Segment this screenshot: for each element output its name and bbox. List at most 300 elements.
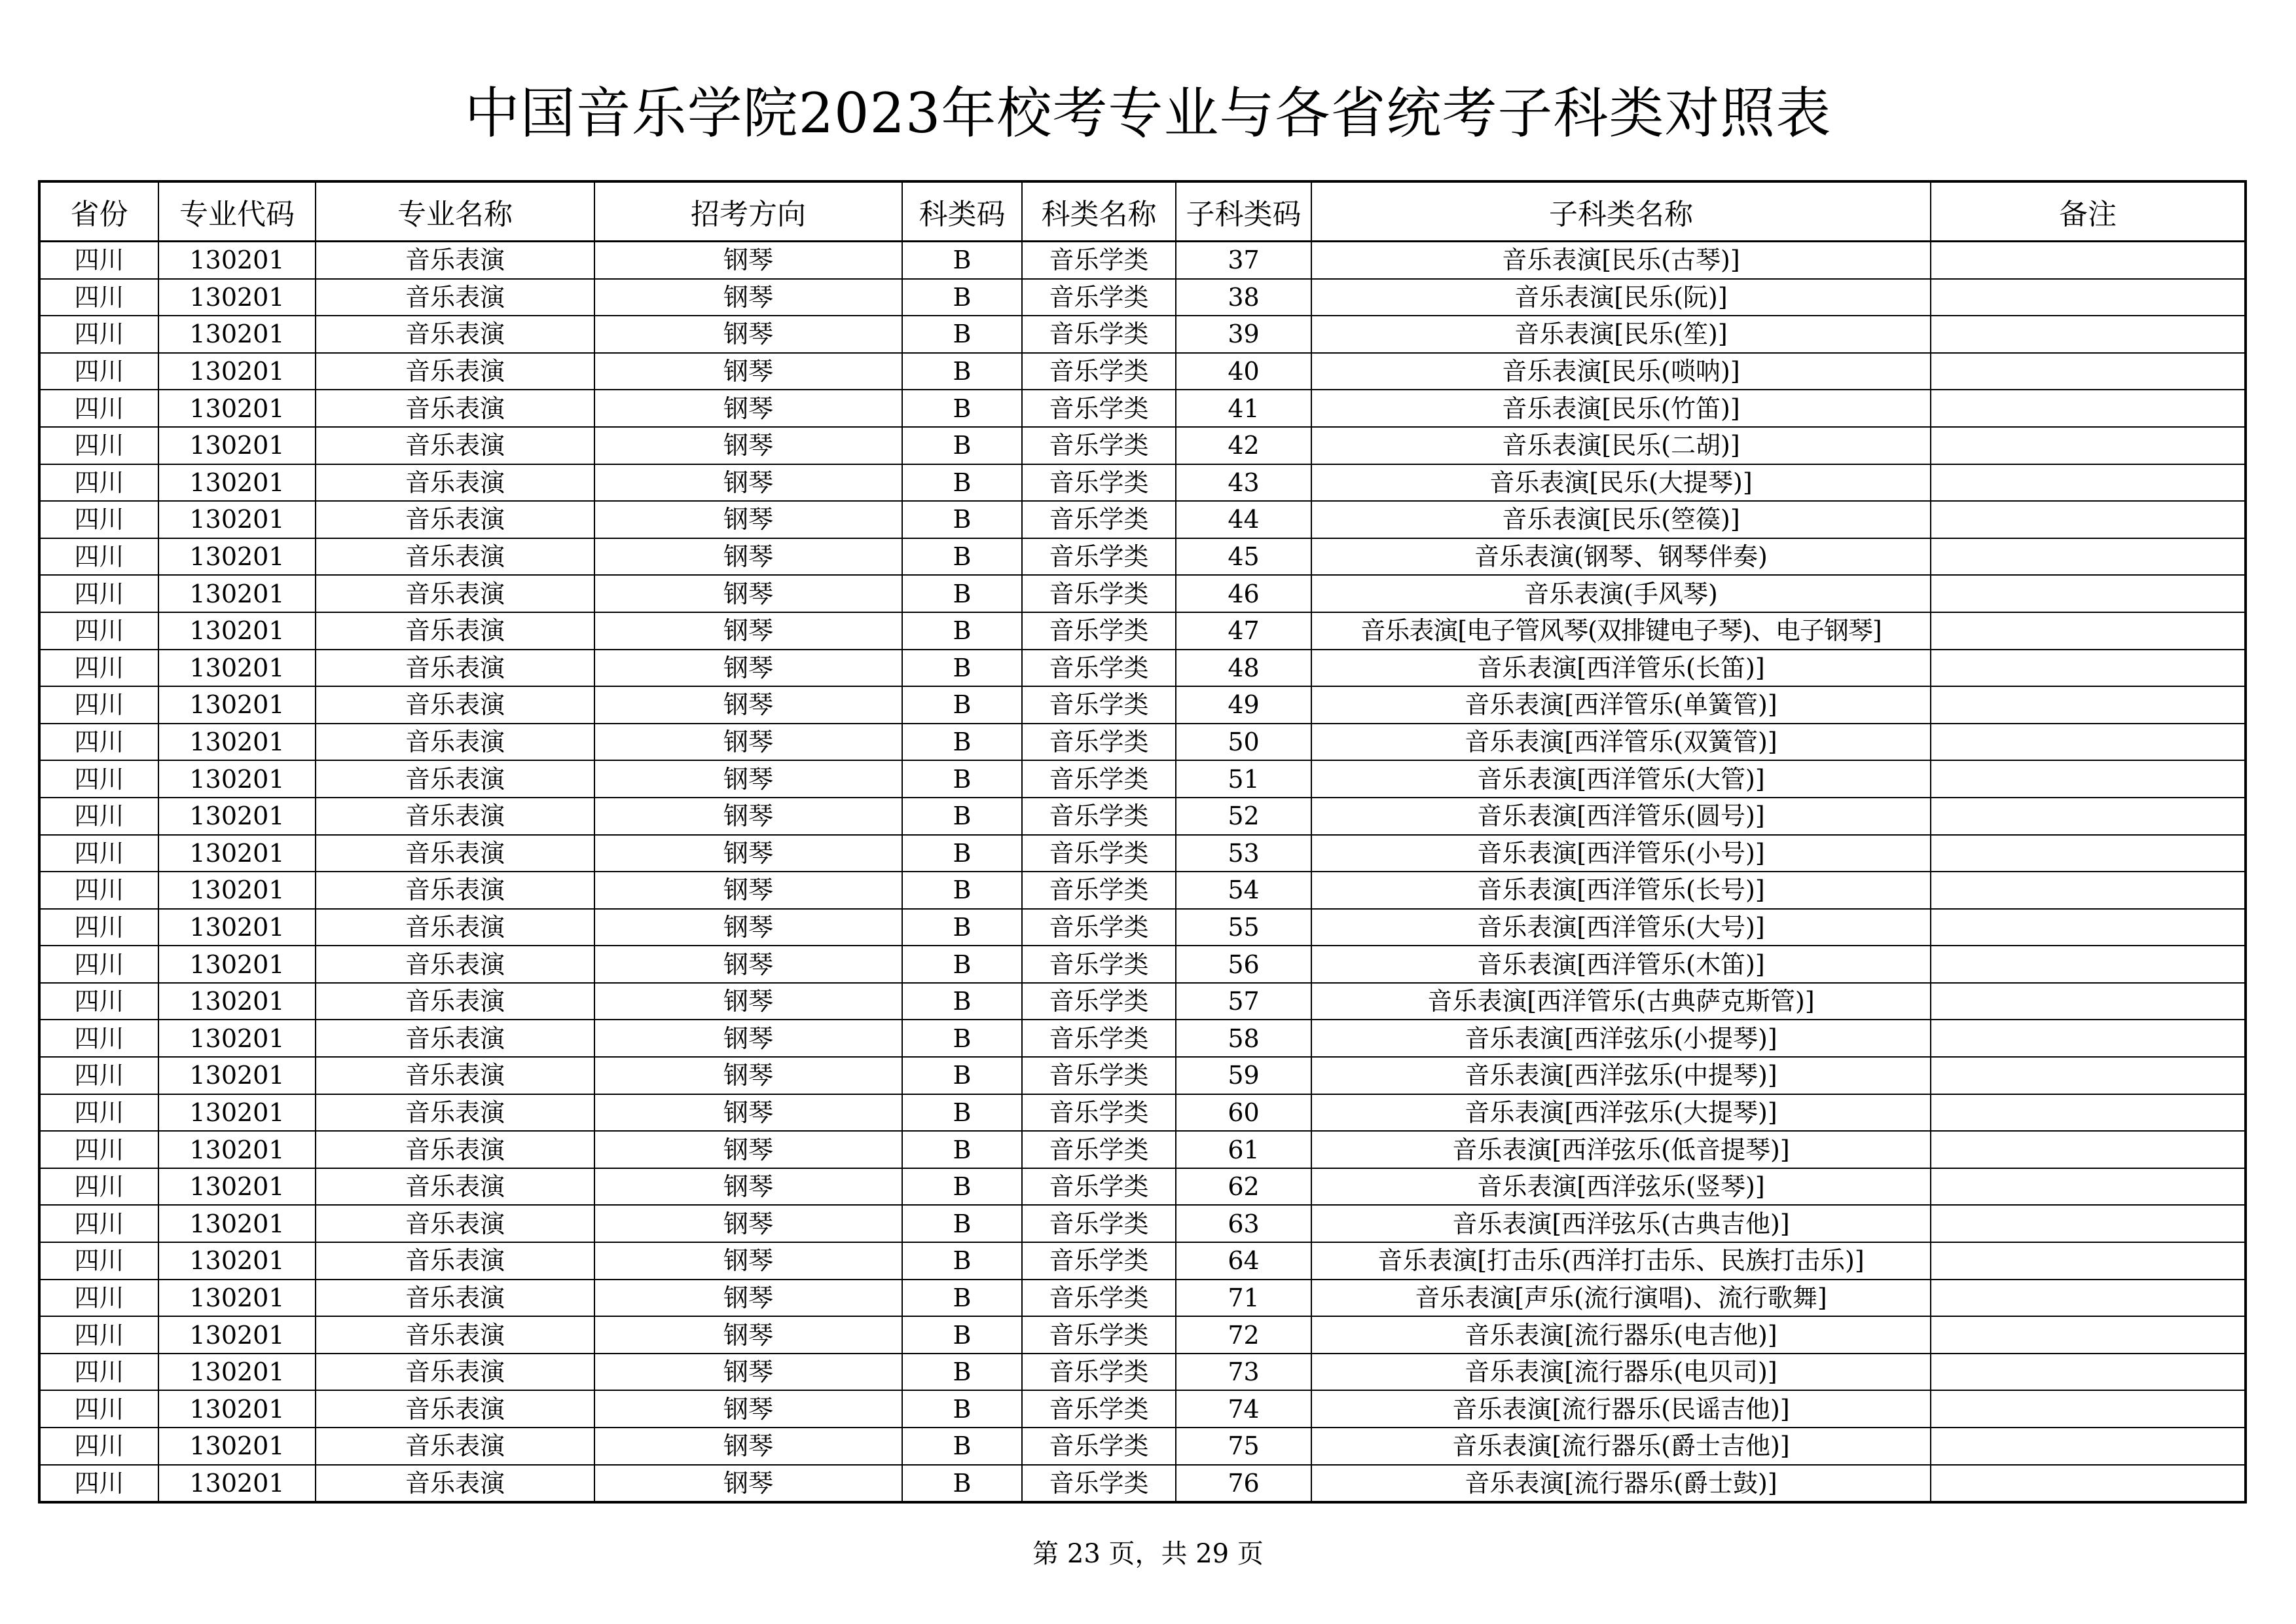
cell-category-name: 音乐学类 [1022, 1354, 1176, 1391]
cell-note [1931, 1205, 2246, 1242]
cell-province: 四川 [39, 909, 158, 946]
cell-category-name: 音乐学类 [1022, 724, 1176, 761]
cell-sub-code: 61 [1176, 1131, 1311, 1168]
cell-sub-code: 56 [1176, 946, 1311, 983]
header-direction: 招考方向 [594, 181, 902, 242]
cell-province: 四川 [39, 279, 158, 316]
table-row [39, 760, 2246, 798]
cell-direction: 钢琴 [594, 538, 902, 576]
cell-category-code: B [902, 1242, 1022, 1280]
cell-direction: 钢琴 [594, 798, 902, 835]
cell-direction: 钢琴 [594, 464, 902, 502]
cell-category-code: B [902, 909, 1022, 946]
cell-direction: 钢琴 [594, 1280, 902, 1317]
cell-category-name: 音乐学类 [1022, 1131, 1176, 1168]
cell-category-name: 音乐学类 [1022, 946, 1176, 983]
cell-sub-name: 音乐表演[西洋管乐(圆号)] [1311, 798, 1931, 835]
cell-sub-name: 音乐表演[打击乐(西洋打击乐、民族打击乐)] [1311, 1242, 1931, 1280]
cell-category-code: B [902, 612, 1022, 650]
table-row [39, 1280, 2246, 1317]
header-major-name: 专业名称 [316, 181, 594, 242]
cell-note [1931, 538, 2246, 576]
cell-major-code: 130201 [158, 316, 316, 353]
cell-sub-name: 音乐表演[西洋管乐(长号)] [1311, 872, 1931, 909]
cell-category-name: 音乐学类 [1022, 909, 1176, 946]
cell-sub-name: 音乐表演[西洋弦乐(古典吉他)] [1311, 1205, 1931, 1242]
header-province: 省份 [39, 181, 158, 242]
cell-direction: 钢琴 [594, 686, 902, 724]
cell-sub-name: 音乐表演[民乐(笙)] [1311, 316, 1931, 353]
cell-province: 四川 [39, 1280, 158, 1317]
cell-sub-name: 音乐表演[西洋管乐(双簧管)] [1311, 724, 1931, 761]
cell-direction: 钢琴 [594, 1020, 902, 1057]
cell-category-code: B [902, 650, 1022, 687]
cell-major-name: 音乐表演 [316, 1242, 594, 1280]
cell-category-code: B [902, 760, 1022, 798]
cell-major-code: 130201 [158, 575, 316, 612]
cell-category-code: B [902, 686, 1022, 724]
cell-direction: 钢琴 [594, 1316, 902, 1354]
cell-province: 四川 [39, 1465, 158, 1503]
cell-major-name: 音乐表演 [316, 316, 594, 353]
cell-sub-code: 50 [1176, 724, 1311, 761]
cell-note [1931, 1057, 2246, 1094]
cell-province: 四川 [39, 1205, 158, 1242]
cell-major-name: 音乐表演 [316, 575, 594, 612]
cell-major-name: 音乐表演 [316, 427, 594, 464]
cell-sub-code: 71 [1176, 1280, 1311, 1317]
cell-sub-code: 39 [1176, 316, 1311, 353]
cell-category-name: 音乐学类 [1022, 316, 1176, 353]
cell-major-code: 130201 [158, 390, 316, 427]
cell-sub-code: 57 [1176, 983, 1311, 1020]
cell-major-code: 130201 [158, 1057, 316, 1094]
cell-direction: 钢琴 [594, 760, 902, 798]
cell-sub-code: 40 [1176, 353, 1311, 390]
cell-province: 四川 [39, 1057, 158, 1094]
cell-category-name: 音乐学类 [1022, 650, 1176, 687]
cell-note [1931, 1242, 2246, 1280]
cell-direction: 钢琴 [594, 1168, 902, 1206]
cell-direction: 钢琴 [594, 724, 902, 761]
cell-sub-name: 音乐表演(手风琴) [1311, 575, 1931, 612]
cell-category-name: 音乐学类 [1022, 1465, 1176, 1503]
cell-sub-name: 音乐表演[电子管风琴(双排键电子琴)、电子钢琴] [1311, 612, 1931, 650]
cell-major-name: 音乐表演 [316, 872, 594, 909]
cell-major-name: 音乐表演 [316, 760, 594, 798]
cell-category-name: 音乐学类 [1022, 353, 1176, 390]
cell-sub-code: 76 [1176, 1465, 1311, 1503]
table-row [39, 575, 2246, 612]
cell-direction: 钢琴 [594, 353, 902, 390]
cell-category-code: B [902, 427, 1022, 464]
cell-major-code: 130201 [158, 1094, 316, 1132]
cell-sub-code: 60 [1176, 1094, 1311, 1132]
cell-sub-name: 音乐表演[民乐(二胡)] [1311, 427, 1931, 464]
cell-category-code: B [902, 1057, 1022, 1094]
table-row [39, 835, 2246, 872]
cell-major-name: 音乐表演 [316, 242, 594, 279]
cell-province: 四川 [39, 1094, 158, 1132]
cell-note [1931, 242, 2246, 279]
cell-direction: 钢琴 [594, 872, 902, 909]
cell-category-name: 音乐学类 [1022, 242, 1176, 279]
cell-sub-code: 41 [1176, 390, 1311, 427]
table-row [39, 1242, 2246, 1280]
cell-major-code: 130201 [158, 1242, 316, 1280]
cell-note [1931, 983, 2246, 1020]
cell-note [1931, 650, 2246, 687]
cell-sub-code: 52 [1176, 798, 1311, 835]
cell-category-name: 音乐学类 [1022, 1390, 1176, 1428]
cell-category-name: 音乐学类 [1022, 1316, 1176, 1354]
cell-major-name: 音乐表演 [316, 1465, 594, 1503]
cell-province: 四川 [39, 427, 158, 464]
cell-sub-name: 音乐表演[民乐(唢呐)] [1311, 353, 1931, 390]
cell-province: 四川 [39, 501, 158, 538]
cell-sub-code: 63 [1176, 1205, 1311, 1242]
cell-direction: 钢琴 [594, 1131, 902, 1168]
cell-direction: 钢琴 [594, 909, 902, 946]
cell-province: 四川 [39, 760, 158, 798]
cell-category-code: B [902, 983, 1022, 1020]
cell-direction: 钢琴 [594, 946, 902, 983]
cell-province: 四川 [39, 575, 158, 612]
cell-sub-name: 音乐表演[流行器乐(爵士鼓)] [1311, 1465, 1931, 1503]
cell-major-code: 130201 [158, 538, 316, 576]
table-row [39, 1131, 2246, 1168]
cell-note [1931, 946, 2246, 983]
cell-category-code: B [902, 316, 1022, 353]
cell-major-name: 音乐表演 [316, 1131, 594, 1168]
cell-major-name: 音乐表演 [316, 909, 594, 946]
cell-major-name: 音乐表演 [316, 798, 594, 835]
cell-category-code: B [902, 1354, 1022, 1391]
cell-major-code: 130201 [158, 909, 316, 946]
cell-sub-name: 音乐表演[西洋管乐(小号)] [1311, 835, 1931, 872]
cell-category-name: 音乐学类 [1022, 798, 1176, 835]
cell-sub-name: 音乐表演[西洋弦乐(低音提琴)] [1311, 1131, 1931, 1168]
cell-note [1931, 835, 2246, 872]
cell-major-name: 音乐表演 [316, 353, 594, 390]
cell-major-name: 音乐表演 [316, 1057, 594, 1094]
cell-major-name: 音乐表演 [316, 1280, 594, 1317]
cell-note [1931, 1390, 2246, 1428]
cell-major-name: 音乐表演 [316, 1428, 594, 1465]
cell-direction: 钢琴 [594, 1390, 902, 1428]
cell-direction: 钢琴 [594, 1057, 902, 1094]
cell-major-name: 音乐表演 [316, 1390, 594, 1428]
cell-sub-name: 音乐表演[流行器乐(爵士吉他)] [1311, 1428, 1931, 1465]
cell-major-name: 音乐表演 [316, 724, 594, 761]
table-row [39, 427, 2246, 464]
cell-sub-name: 音乐表演[流行器乐(民谣吉他)] [1311, 1390, 1931, 1428]
cell-major-code: 130201 [158, 760, 316, 798]
table-row [39, 353, 2246, 390]
table-row [39, 612, 2246, 650]
cell-category-name: 音乐学类 [1022, 390, 1176, 427]
cell-note [1931, 798, 2246, 835]
cell-major-name: 音乐表演 [316, 1094, 594, 1132]
cell-major-code: 130201 [158, 1428, 316, 1465]
cell-note [1931, 1280, 2246, 1317]
cell-province: 四川 [39, 724, 158, 761]
cell-category-code: B [902, 872, 1022, 909]
cell-category-code: B [902, 1390, 1022, 1428]
cell-direction: 钢琴 [594, 983, 902, 1020]
cell-sub-code: 47 [1176, 612, 1311, 650]
header-category-code: 科类码 [902, 181, 1022, 242]
cell-province: 四川 [39, 798, 158, 835]
cell-sub-name: 音乐表演[西洋弦乐(竖琴)] [1311, 1168, 1931, 1206]
cell-sub-code: 37 [1176, 242, 1311, 279]
cell-major-code: 130201 [158, 650, 316, 687]
cell-major-code: 130201 [158, 1465, 316, 1503]
cell-province: 四川 [39, 353, 158, 390]
page-title: 中国音乐学院2023年校考专业与各省统考子科类对照表 [464, 81, 1832, 145]
cell-sub-code: 38 [1176, 279, 1311, 316]
cell-category-code: B [902, 1316, 1022, 1354]
cell-sub-code: 45 [1176, 538, 1311, 576]
cell-province: 四川 [39, 316, 158, 353]
cell-sub-code: 43 [1176, 464, 1311, 502]
table-row [39, 1020, 2246, 1057]
cell-sub-name: 音乐表演(钢琴、钢琴伴奏) [1311, 538, 1931, 576]
table-row [39, 946, 2246, 983]
cell-province: 四川 [39, 1168, 158, 1206]
table-row [39, 1390, 2246, 1428]
cell-province: 四川 [39, 1242, 158, 1280]
header-note: 备注 [1931, 181, 2246, 242]
cell-sub-name: 音乐表演[西洋管乐(大号)] [1311, 909, 1931, 946]
cell-direction: 钢琴 [594, 1428, 902, 1465]
cell-category-code: B [902, 724, 1022, 761]
cell-province: 四川 [39, 983, 158, 1020]
cell-direction: 钢琴 [594, 390, 902, 427]
cell-category-name: 音乐学类 [1022, 464, 1176, 502]
cell-sub-code: 55 [1176, 909, 1311, 946]
cell-note [1931, 427, 2246, 464]
cell-major-name: 音乐表演 [316, 1020, 594, 1057]
cell-category-name: 音乐学类 [1022, 1168, 1176, 1206]
cell-note [1931, 316, 2246, 353]
cell-sub-name: 音乐表演[西洋管乐(单簧管)] [1311, 686, 1931, 724]
table-row [39, 464, 2246, 502]
cell-major-code: 130201 [158, 1131, 316, 1168]
cell-sub-name: 音乐表演[西洋管乐(古典萨克斯管)] [1311, 983, 1931, 1020]
cell-category-name: 音乐学类 [1022, 686, 1176, 724]
cell-category-name: 音乐学类 [1022, 279, 1176, 316]
cell-direction: 钢琴 [594, 1242, 902, 1280]
cell-category-name: 音乐学类 [1022, 427, 1176, 464]
cell-major-name: 音乐表演 [316, 650, 594, 687]
cell-category-name: 音乐学类 [1022, 501, 1176, 538]
cell-major-code: 130201 [158, 1280, 316, 1317]
cell-sub-name: 音乐表演[西洋管乐(长笛)] [1311, 650, 1931, 687]
cell-province: 四川 [39, 612, 158, 650]
cell-category-name: 音乐学类 [1022, 1094, 1176, 1132]
cell-sub-code: 74 [1176, 1390, 1311, 1428]
cell-province: 四川 [39, 538, 158, 576]
cell-province: 四川 [39, 1316, 158, 1354]
cell-sub-name: 音乐表演[西洋弦乐(小提琴)] [1311, 1020, 1931, 1057]
cell-major-code: 130201 [158, 872, 316, 909]
cell-major-code: 130201 [158, 983, 316, 1020]
cell-province: 四川 [39, 1428, 158, 1465]
cell-major-code: 130201 [158, 501, 316, 538]
cell-note [1931, 279, 2246, 316]
table-body [39, 242, 2246, 1503]
cell-note [1931, 1020, 2246, 1057]
cell-direction: 钢琴 [594, 242, 902, 279]
cell-sub-code: 75 [1176, 1428, 1311, 1465]
cell-province: 四川 [39, 1390, 158, 1428]
cell-sub-code: 59 [1176, 1057, 1311, 1094]
cell-sub-code: 53 [1176, 835, 1311, 872]
cell-category-code: B [902, 1094, 1022, 1132]
cell-major-code: 130201 [158, 946, 316, 983]
cell-province: 四川 [39, 872, 158, 909]
cell-major-code: 130201 [158, 1390, 316, 1428]
cell-province: 四川 [39, 390, 158, 427]
cell-sub-name: 音乐表演[西洋管乐(大管)] [1311, 760, 1931, 798]
cell-sub-code: 54 [1176, 872, 1311, 909]
table-row [39, 1168, 2246, 1206]
cell-note [1931, 1465, 2246, 1503]
cell-major-name: 音乐表演 [316, 1205, 594, 1242]
cell-category-code: B [902, 1205, 1022, 1242]
header-major-code: 专业代码 [158, 181, 316, 242]
cell-category-code: B [902, 1131, 1022, 1168]
cell-note [1931, 501, 2246, 538]
cell-category-code: B [902, 464, 1022, 502]
cell-sub-name: 音乐表演[民乐(阮)] [1311, 279, 1931, 316]
cell-major-code: 130201 [158, 686, 316, 724]
cell-major-name: 音乐表演 [316, 538, 594, 576]
table-row [39, 686, 2246, 724]
cell-major-code: 130201 [158, 353, 316, 390]
cell-note [1931, 1316, 2246, 1354]
cell-sub-name: 音乐表演[民乐(大提琴)] [1311, 464, 1931, 502]
cell-major-code: 130201 [158, 1205, 316, 1242]
cell-category-code: B [902, 1428, 1022, 1465]
cell-note [1931, 1168, 2246, 1206]
cell-major-name: 音乐表演 [316, 612, 594, 650]
cell-category-name: 音乐学类 [1022, 1020, 1176, 1057]
cell-major-code: 130201 [158, 1354, 316, 1391]
cell-category-name: 音乐学类 [1022, 983, 1176, 1020]
cell-sub-name: 音乐表演[声乐(流行演唱)、流行歌舞] [1311, 1280, 1931, 1317]
cell-major-name: 音乐表演 [316, 946, 594, 983]
cell-category-code: B [902, 1168, 1022, 1206]
cell-major-name: 音乐表演 [316, 1354, 594, 1391]
cell-sub-code: 44 [1176, 501, 1311, 538]
cell-category-code: B [902, 1465, 1022, 1503]
cell-major-code: 130201 [158, 427, 316, 464]
cell-note [1931, 1131, 2246, 1168]
cell-sub-code: 46 [1176, 575, 1311, 612]
cell-direction: 钢琴 [594, 279, 902, 316]
cell-major-code: 130201 [158, 612, 316, 650]
cell-note [1931, 872, 2246, 909]
table-row [39, 872, 2246, 909]
cell-note [1931, 575, 2246, 612]
cell-major-name: 音乐表演 [316, 686, 594, 724]
cell-sub-code: 64 [1176, 1242, 1311, 1280]
cell-sub-code: 73 [1176, 1354, 1311, 1391]
cell-note [1931, 686, 2246, 724]
table-row [39, 279, 2246, 316]
cell-category-code: B [902, 946, 1022, 983]
table-row [39, 1354, 2246, 1391]
cell-note [1931, 1094, 2246, 1132]
cell-category-code: B [902, 538, 1022, 576]
cell-major-name: 音乐表演 [316, 1316, 594, 1354]
cell-province: 四川 [39, 946, 158, 983]
cell-major-name: 音乐表演 [316, 835, 594, 872]
cell-note [1931, 464, 2246, 502]
cell-direction: 钢琴 [594, 575, 902, 612]
cell-province: 四川 [39, 686, 158, 724]
cell-major-code: 130201 [158, 279, 316, 316]
cell-category-code: B [902, 1020, 1022, 1057]
cell-direction: 钢琴 [594, 650, 902, 687]
cell-sub-code: 58 [1176, 1020, 1311, 1057]
cell-category-code: B [902, 835, 1022, 872]
cell-major-name: 音乐表演 [316, 501, 594, 538]
cell-direction: 钢琴 [594, 835, 902, 872]
cell-category-name: 音乐学类 [1022, 538, 1176, 576]
cell-major-name: 音乐表演 [316, 1168, 594, 1206]
cell-province: 四川 [39, 464, 158, 502]
table-row [39, 390, 2246, 427]
header-category-name: 科类名称 [1022, 181, 1176, 242]
table-row [39, 242, 2246, 279]
cell-note [1931, 390, 2246, 427]
cell-major-name: 音乐表演 [316, 983, 594, 1020]
header-sub-name: 子科类名称 [1311, 181, 1931, 242]
cell-major-code: 130201 [158, 242, 316, 279]
cell-note [1931, 1354, 2246, 1391]
table-row [39, 983, 2246, 1020]
cell-direction: 钢琴 [594, 501, 902, 538]
cell-sub-code: 48 [1176, 650, 1311, 687]
cell-major-code: 130201 [158, 1316, 316, 1354]
cell-province: 四川 [39, 650, 158, 687]
cell-category-code: B [902, 353, 1022, 390]
cell-sub-name: 音乐表演[流行器乐(电吉他)] [1311, 1316, 1931, 1354]
cell-sub-name: 音乐表演[西洋弦乐(大提琴)] [1311, 1094, 1931, 1132]
cell-sub-name: 音乐表演[流行器乐(电贝司)] [1311, 1354, 1931, 1391]
cell-major-name: 音乐表演 [316, 390, 594, 427]
cell-category-name: 音乐学类 [1022, 612, 1176, 650]
cell-category-name: 音乐学类 [1022, 1242, 1176, 1280]
cell-note [1931, 1428, 2246, 1465]
cell-sub-name: 音乐表演[民乐(竹笛)] [1311, 390, 1931, 427]
cell-category-name: 音乐学类 [1022, 1057, 1176, 1094]
cell-sub-code: 42 [1176, 427, 1311, 464]
cell-direction: 钢琴 [594, 1465, 902, 1503]
cell-category-code: B [902, 242, 1022, 279]
table-row [39, 650, 2246, 687]
table-row [39, 1428, 2246, 1465]
cell-note [1931, 760, 2246, 798]
page-number: 第 23 页，共 29 页 [1032, 1539, 1264, 1569]
cell-note [1931, 612, 2246, 650]
table-row [39, 1465, 2246, 1503]
cell-sub-name: 音乐表演[民乐(箜篌)] [1311, 501, 1931, 538]
cell-note [1931, 909, 2246, 946]
